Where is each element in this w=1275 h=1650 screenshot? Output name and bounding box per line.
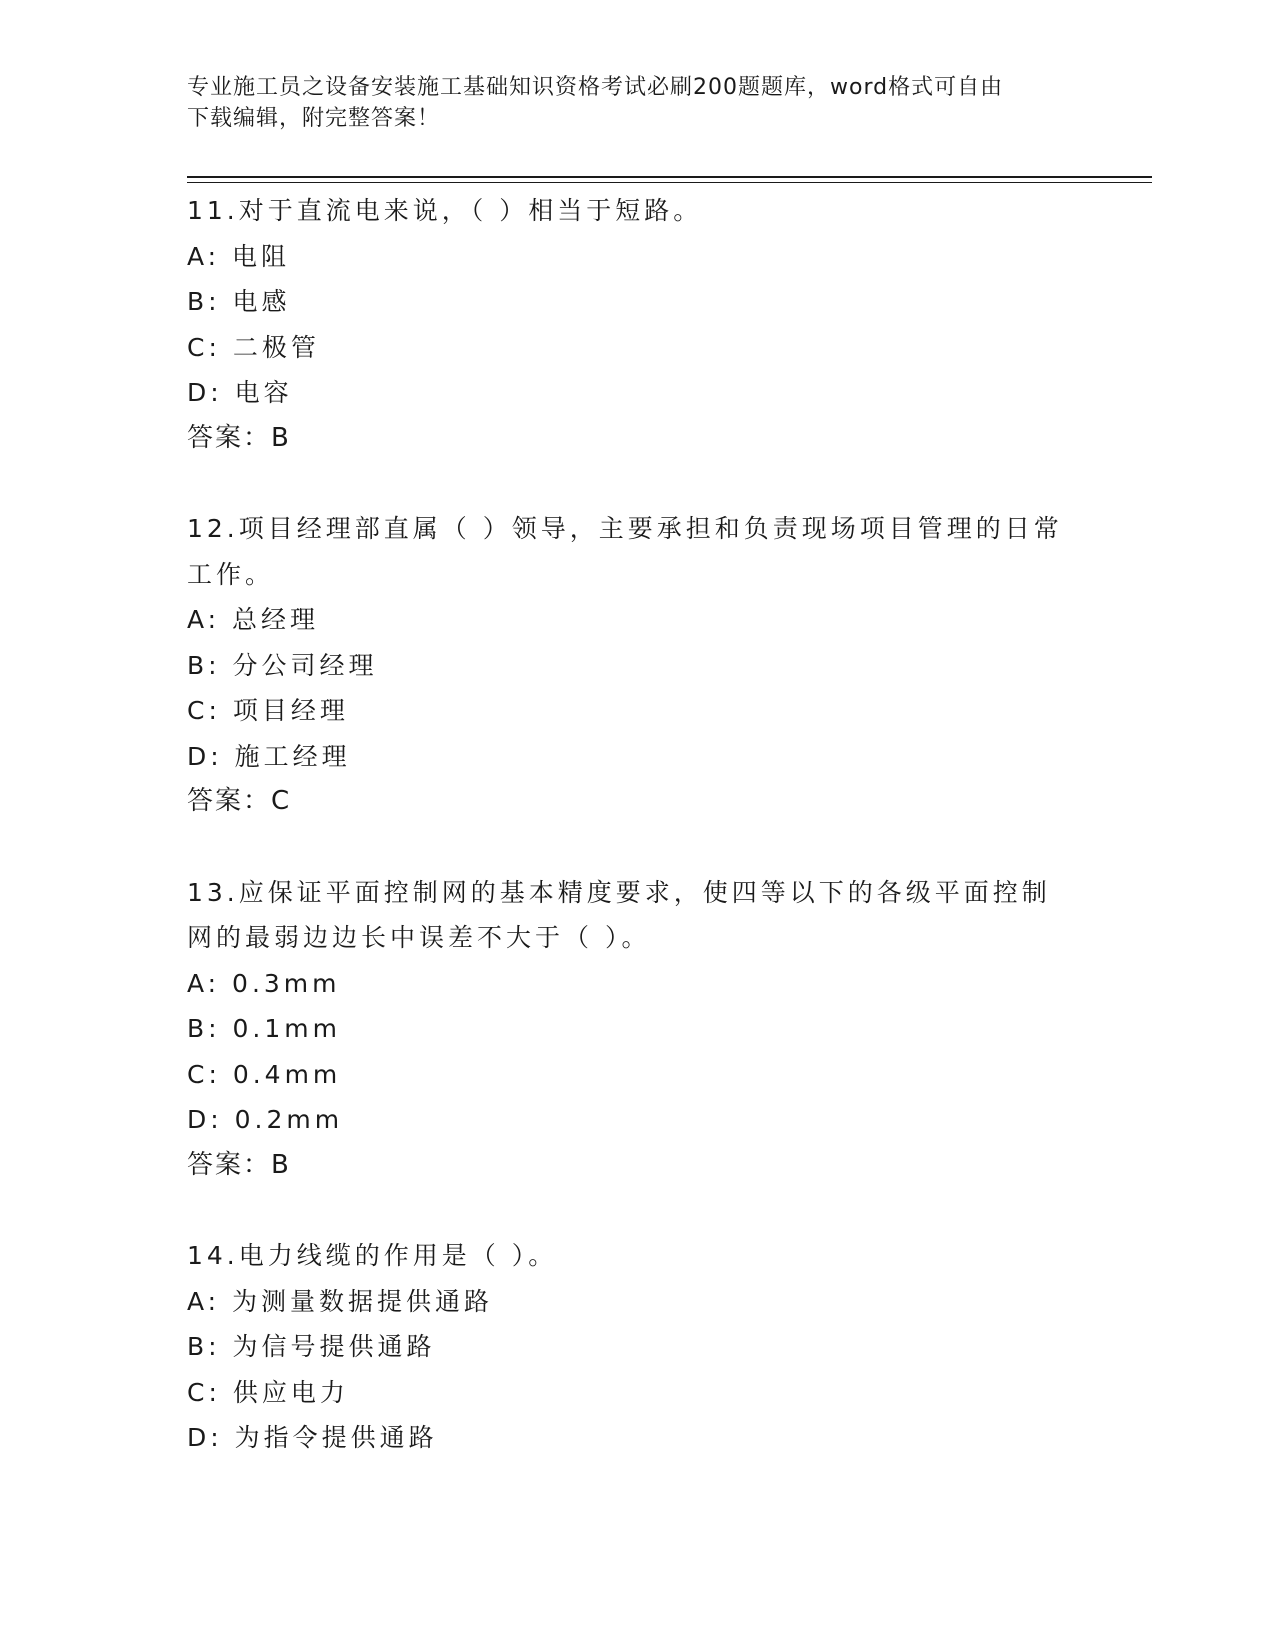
option-a: A: 电阻 xyxy=(187,241,291,271)
option-a: A: 总经理 xyxy=(187,605,320,634)
question-12 xyxy=(187,506,1087,825)
question-13 xyxy=(187,870,1087,1189)
option-b: B: 电感 xyxy=(187,287,291,316)
question-11 xyxy=(187,188,1087,461)
option-c: C: 二极管 xyxy=(187,332,320,362)
header-line-2: 下载编辑，附完整答案！ xyxy=(187,106,441,131)
question-stem: 11.对于直流电来说，（ ）相当于短路。 xyxy=(187,196,703,225)
header-rule-thin xyxy=(187,182,1152,183)
option-d: D: 电容 xyxy=(187,378,293,407)
document-header xyxy=(187,72,1087,134)
option-b: B: 为信号提供通路 xyxy=(187,1332,436,1361)
option-b: B: 0.1mm xyxy=(187,1014,341,1043)
option-d: D: 0.2mm xyxy=(187,1105,344,1134)
answer-line: 答案：B xyxy=(187,1149,291,1180)
question-14 xyxy=(187,1233,1087,1461)
option-d: D: 施工经理 xyxy=(187,741,351,771)
option-b: B: 分公司经理 xyxy=(187,650,378,680)
question-list xyxy=(187,188,1087,1461)
answer-line: 答案：B xyxy=(187,422,291,453)
option-a: A: 0.3mm xyxy=(187,968,341,998)
question-stem: 13.应保证平面控制网的基本精度要求，使四等以下的各级平面控制网的最弱边边长中误差不大于（ ）。 xyxy=(187,877,1051,952)
header-rule-thick xyxy=(187,176,1152,178)
option-c: C: 0.4mm xyxy=(187,1059,342,1089)
question-stem: 14.电力线缆的作用是（ ）。 xyxy=(187,1241,558,1270)
question-stem: 12.项目经理部直属（ ）领导，主要承担和负责现场项目管理的日常工作。 xyxy=(187,514,1063,589)
option-c: C: 项目经理 xyxy=(187,696,349,725)
answer-line: 答案：C xyxy=(187,786,292,816)
option-a: A: 为测量数据提供通路 xyxy=(187,1286,494,1316)
header-line-1: 专业施工员之设备安装施工基础知识资格考试必刷200题题库，word格式可自由 xyxy=(187,75,1004,100)
option-c: C: 供应电力 xyxy=(187,1377,349,1407)
option-d: D: 为指令提供通路 xyxy=(187,1423,438,1452)
